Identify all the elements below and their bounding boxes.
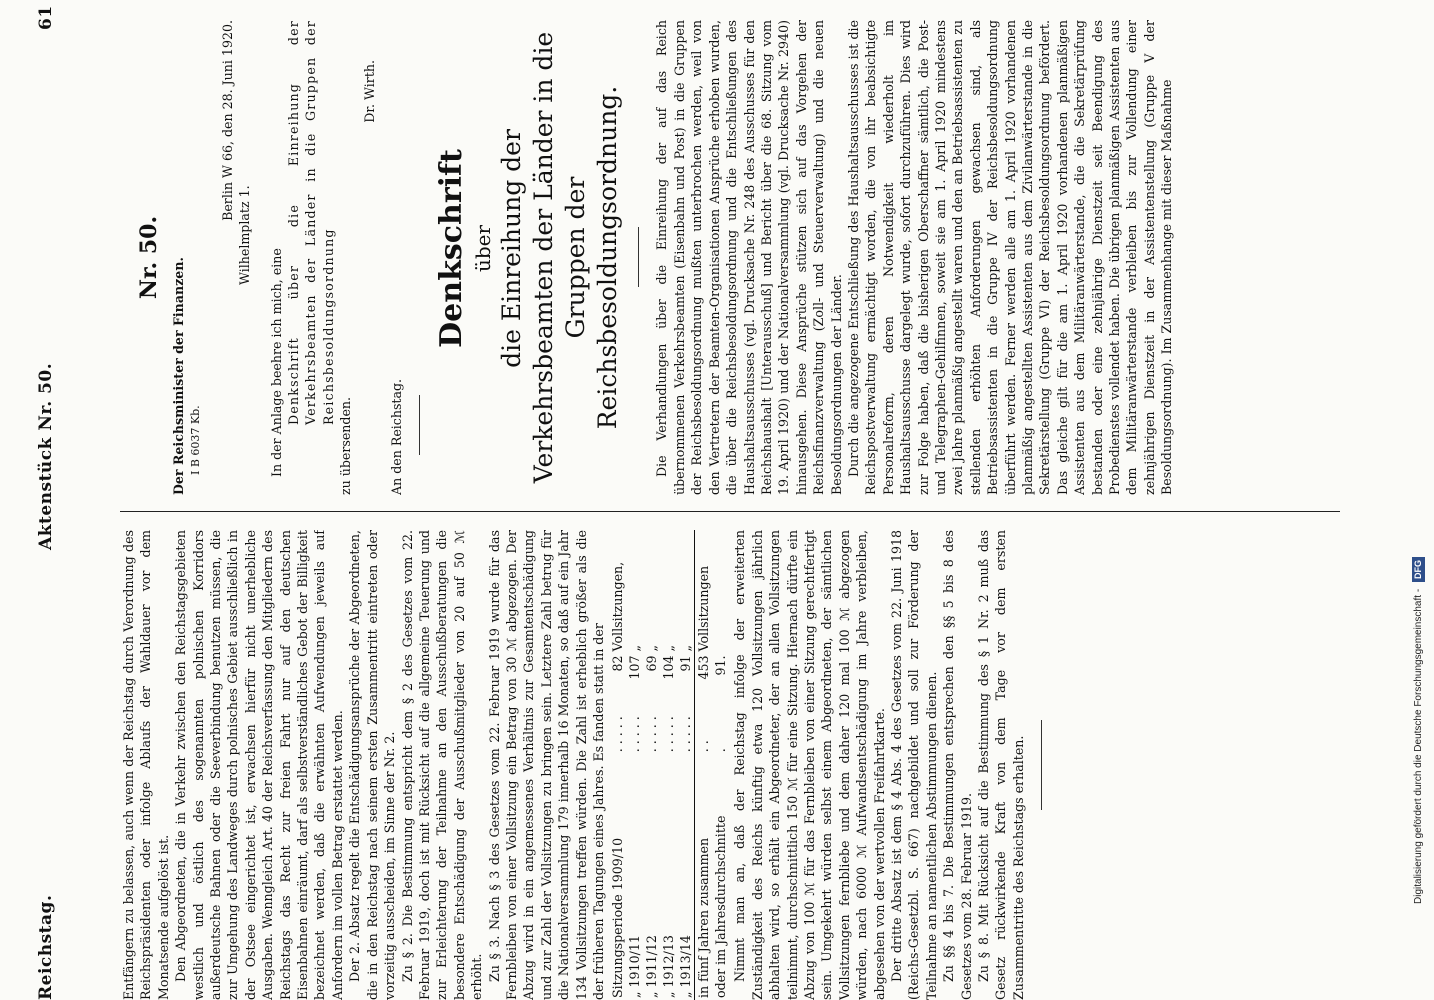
- divider-rule: [638, 228, 639, 288]
- table-avg-row: [712, 530, 729, 1000]
- table-cell-dots: . . . . .: [610, 716, 626, 753]
- paragraph: Entfängern zu belassen, auch wenn der Reichstag durch Verordnung des Reichspräsidenten oder infolge Ablaufs der Wahldauer vor dem Monatsende aufgelöst ist.: [121, 530, 171, 1000]
- paragraph: Zu § 8. Mit Rücksicht auf die Bestimmung des § 1 Nr. 2 muß das Gesetz rückwirkende Kraft von dem Tage vor dem ersten Zusammentritte des Reichstags erhalten.: [976, 530, 1026, 1000]
- table-cell-value: 91: [678, 655, 694, 672]
- table-cell-dots: . . . . .: [678, 716, 694, 753]
- table-cell-value: 91.: [713, 655, 729, 676]
- left-column: [120, 530, 1360, 1000]
- table-cell-unit: „: [644, 644, 660, 652]
- right-column: [120, 20, 1360, 495]
- dfg-logo: DFG: [1412, 557, 1425, 582]
- place-date: Berlin W 66, den 28. Juni 1920.: [219, 20, 235, 221]
- table-row: [626, 530, 643, 1000]
- paragraph: Zu § 3. Nach § 3 des Gesetzes vom 22. Februar 1919 wurde für das Fernbleiben von einer Vollsitzung ein Betrag von 30 ℳ abgezogen. Der Abzug wird in ein angemessenes Verhältnis zur Gesamtentschädigung und zur Zahl der Vollsitzungen zu bringen sein. Letztere Zahl betrug für die Nationalversammlung 179 innerhalb 16 Monaten, so daß auf ein Jahr 134 Vollsitzungen treffen würden. Die Zahl ist erheblich größer als die der früheren Tagungen eines Jahres. Es fanden statt in der: [486, 530, 606, 1000]
- table-cell-value: 104: [661, 655, 677, 680]
- table-cell-label: oder im Jahresdurchschnitte: [713, 815, 729, 998]
- table-sum-row: [695, 530, 713, 1000]
- memorandum-subtitle: die Einreihung der Verkehrsbeamten der Länder in die Gruppen der Reichsbesoldungsordnung.: [497, 31, 623, 484]
- paragraph: Die Verhandlungen über die Einreihung der auf das Reich übernommenen Verkehrsbeamten (Eisenbahn und Post) in die Gruppen der Reichsbesoldungsordnung mußten unterbrochen werden, weil von den Vertretern der Beamten-Organisationen Ansprüche erhoben wurden, die über die Reichsbesoldungsordnung und die Entschließungen des Haushaltsausschusses (vgl. Drucksache Nr. 248 des Ausschusses für den Reichshaushalt [Unterausschuß] und Bericht über die 68. Sitzung vom 19. April 1920) und der Nationalversammlung (vgl. Drucksache Nr. 2940) hinausgehen. Diese Ansprüche stützen sich auf das Vorgehen der Reichsfinanzverwaltung (Zoll- und Steuerverwaltung) und die neuen Besoldungsordnungen der Länder.: [654, 20, 844, 495]
- header-reichstag: Reichstag.: [36, 894, 56, 1000]
- table-row: [660, 530, 677, 1000]
- table-cell-value: 82: [610, 655, 626, 672]
- letter-end: zu übersenden.: [338, 396, 354, 495]
- paragraph: Der dritte Absatz ist dem § 4 Abs. 4 des Gesetzes vom 22. Juni 1918 (Reichs-Gesetzbl. S. 667) nachgebildet und soll zur Förderung der Teilnahme an namentlichen Abstimmungen dienen.: [889, 530, 939, 1000]
- table-cell-unit: „: [678, 644, 694, 652]
- table-cell-label: „ 1913/14: [678, 935, 694, 998]
- stamp-text-line: [1404, 0, 1434, 1000]
- sender: Der Reichsminister der Finanzen.: [171, 257, 186, 495]
- page-number: 61: [36, 5, 56, 30]
- table-cell-unit: Vollsitzungen,: [610, 561, 626, 652]
- table-cell-unit: „: [661, 644, 677, 652]
- table-row: [609, 530, 626, 1000]
- paragraph: Zu § 2. Die Bestimmung entspricht dem § 2 des Gesetzes vom 22. Februar 1919, doch ist mit Rücksicht auf die allgemeine Teuerung und zur Erleichterung der Teilnahme an den Ausschußberatungen die besondere Entschädigung der Ausschußmitglieder von 20 auf 50 ℳ erhöht.: [399, 530, 485, 1000]
- memorandum-title: Denkschrift: [434, 149, 470, 348]
- table-cell-label: „ 1911/12: [644, 935, 660, 998]
- recipient: An den Reichstag.: [389, 378, 405, 495]
- table-cell-label: „ 1912/13: [661, 935, 677, 998]
- letter-subject: Denkschrift über die Einreihung der Verkehrsbeamten der Länder in die Gruppen der Reichsbesoldungsordnung: [286, 20, 336, 425]
- street: Wilhelmplatz 1.: [237, 185, 253, 285]
- table-cell-label: in fünf Jahren zusammen: [695, 754, 713, 1000]
- table-cell-dots: . . . . .: [644, 716, 660, 753]
- table-cell-dots: . .: [695, 701, 713, 754]
- paragraph: Zu §§ 4 bis 7. Die Bestimmungen entsprechen den §§ 5 bis 8 des Gesetzes vom 28. Februar 1919.: [941, 530, 974, 1000]
- digitization-stamp: [1404, 0, 1434, 1000]
- table-cell-label: „ 1910/11: [627, 935, 643, 998]
- table-row: [643, 530, 660, 1000]
- table-cell-value: 107: [627, 655, 643, 680]
- column-divider: [120, 511, 1340, 512]
- paragraph: Den Abgeordneten, die in Verkehr zwischen den Reichstagsgebieten westlich und östlich des sogenannten polnischen Korridors außerdeutsche Bahnen oder die Seeverbindung benutzen müssen, die zur Umgehung des Landweges durch polnisches Gebiet ausschließlich in der Ostsee eingerichtet ist, erwachsen hierfür nicht unerhebliche Ausgaben. Wenngleich Art. 40 der Reichsverfassung den Mitgliedern des Reichstags das Recht zur freien Fahrt nur auf den deutschen Eisenbahnen einräumt, darf als selbstverständliches Gebot der Billigkeit bezeichnet werden, daß die erwähnten Aufwendungen jeweils auf Anfordern im vollen Betrag erstattet werden.: [173, 530, 345, 1000]
- table-cell-value: 69: [644, 655, 660, 672]
- table-cell-unit: Vollsitzungen: [695, 530, 713, 653]
- memorandum-ueber: über: [471, 224, 496, 273]
- table-cell-dots: . . . . .: [627, 716, 643, 753]
- session-table: [609, 530, 729, 1000]
- signature: Dr. Wirth.: [361, 60, 377, 123]
- stamp-text: Digitalisierung gefördert durch die Deutsche Forschungsgemeinschaft -: [1413, 588, 1424, 904]
- document-number-heading: Nr. 50.: [136, 215, 162, 300]
- table-row: [677, 530, 695, 1000]
- paragraph: Nimmt man an, daß der Reichstag infolge der erweiterten Zuständigkeit des Reichs künftig etwa 120 Vollsitzungen jährlich abhalten wird, so erhält ein Abgeordneter, der an allen Vollsitzungen teilnimmt, durchschnittlich 150 ℳ für eine Sitzung. Hiernach dürfte ein Abzug von 100 ℳ für das Fernbleiben von einer Sitzung gerechtfertigt sein. Umgekehrt würden selbst einem Abgeordneten, der sämtlichen Vollsitzungen fernbliebe und dem daher 120 mal 100 ℳ abgezogen würden, nach 6000 ℳ Aufwandsentschädigung im Jahre verbleiben, abgesehen von der wertvollen Freifahrtkarte.: [732, 530, 887, 1000]
- table-cell-label: Sitzungsperiode 1909/10: [610, 837, 626, 998]
- table-cell-dots: .: [713, 748, 729, 753]
- paragraph: Der 2. Absatz regelt die Entschädigungsansprüche der Abgeordneten, die in den Reichstag nach seinem ersten Zusammentritt eintreten oder vorzeitig ausscheiden, im Sinne der Nr. 2.: [347, 530, 398, 1000]
- page-header: [38, 0, 78, 1000]
- end-rule: [1041, 720, 1042, 810]
- letter-intro: In der Anlage beehre ich mich, eine: [268, 248, 284, 477]
- divider-rule: [419, 395, 420, 455]
- header-aktenstueck: Aktenstück Nr. 50.: [36, 362, 56, 550]
- paragraph: Durch die angezogene Entschließung des Haushaltsausschusses ist die Reichspostverwaltung ermächtigt worden, die von ihr beabsichtigte Personalreform, deren Notwendigkeit wiederholt im Haushaltsausschusse dargelegt wurde, sofort durchzuführen. Dies wird zur Folge haben, daß die bisherigen Oberschaffner sämtlich, die Post- und Telegraphen-Gehilfinnen, soweit sie am 1. April 1920 mindestens zwei Jahre planmäßig angestellt waren und den an Betriebsassistenten zu stellenden erhöhten Anforderungen gewachsen sind, als Betriebsassistenten in die Gruppe IV der Reichsbesoldungsordnung überführt werden. Ferner werden alle am 1. April 1920 vorhandenen planmäßig angestellten Assistenten aus dem Zivilanwärterstande in die Sekretärstellung (Gruppe VI) der Reichsbesoldungsordnung befördert. Das gleiche gilt für die am 1. April 1920 vorhandenen planmäßigen Assistenten aus dem Militäranwärterstande, die die Sekretärprüfung bestanden oder eine zehnjährige Dienstzeit seit Beendigung des Probedienstes vollendet haben. Die übrigen planmäßigen Assistenten aus dem Militäranwärterstande verbleiben bis zur Vollendung einer zehnjährigen Dienstzeit in der Assistentenstellung (Gruppe V der Besoldungsordnung). Im Zusammenhange mit dieser Maßnahme: [845, 20, 1175, 495]
- reference-number: I B 6037 Kb.: [189, 405, 203, 475]
- table-cell-dots: . . . . .: [661, 716, 677, 753]
- table-cell-value: 453: [695, 653, 713, 701]
- table-cell-unit: „: [627, 644, 643, 652]
